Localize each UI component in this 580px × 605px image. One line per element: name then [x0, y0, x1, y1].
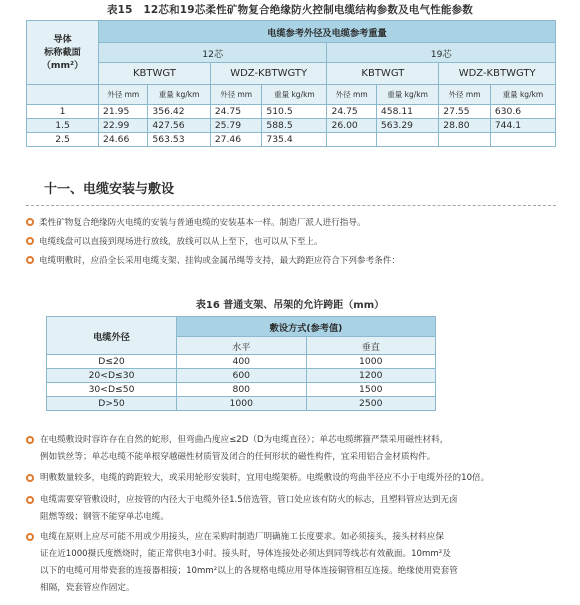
- table-row: [47, 383, 436, 397]
- table15-size-cell: 2.5: [27, 133, 99, 147]
- table15: [26, 20, 556, 147]
- table15-cell: 735.4: [262, 133, 327, 147]
- table16-cell: 20<D≤30: [47, 369, 177, 383]
- table16-cell: 1000: [177, 397, 307, 411]
- table15-cell: 24.66: [99, 133, 148, 147]
- table15-subheader-od: 外径 mm: [327, 85, 376, 105]
- section-divider: [26, 205, 556, 206]
- table15-subheader-od: 外径 mm: [210, 85, 262, 105]
- table16-cell: 30<D≤50: [47, 383, 177, 397]
- table15-core-header: 19芯: [327, 43, 556, 63]
- list-item: [26, 215, 366, 232]
- list-item: [26, 253, 400, 270]
- table-row: [47, 369, 436, 383]
- table15-cell: 28.80: [439, 119, 491, 133]
- table15-cell: 563.29: [376, 119, 438, 133]
- table16-cell: D≤20: [47, 355, 177, 369]
- paragraph-line: 例如铁丝等；单芯电缆不能单根穿越磁性材质管及闭合的任何形状的磁性构件，宜采用铝合金材质构件。: [40, 452, 436, 462]
- table-row: [27, 105, 556, 119]
- table15-subheader-od: 外径 mm: [439, 85, 491, 105]
- paragraph: [26, 470, 560, 487]
- paragraph-line: 证在近1000摄氏度燃烧时，能正常供电3小时。接头时，导体连接处必须达到同等线芯有效截面。10mm²及: [40, 549, 451, 559]
- table16-cell: 600: [177, 369, 307, 383]
- section-title: 十一、电缆安装与敷设: [44, 182, 175, 197]
- table15-cell: 21.95: [99, 105, 148, 119]
- paragraph: [26, 492, 560, 526]
- table15-model-header: WDZ-KBTWGTY: [210, 63, 327, 85]
- paragraph-line: 相隔，瓷套管应作固定。: [40, 583, 135, 593]
- table15-cell: 27.46: [210, 133, 262, 147]
- bullet-text: 电缆明敷时，应沿全长采用电缆支架、挂钩或金属吊绳等支持，最大跨距应符合下列参考条件：: [39, 256, 400, 266]
- table16-col-horizontal: 水平: [177, 337, 307, 355]
- table15-cell: 630.6: [490, 105, 555, 119]
- table15-cell: [327, 133, 376, 147]
- table16-col-vertical: 垂直: [306, 337, 436, 355]
- bullet-icon: [26, 436, 34, 444]
- table15-core-header: 12芯: [99, 43, 327, 63]
- table15-cell: 27.55: [439, 105, 491, 119]
- table15-cell: 24.75: [210, 105, 262, 119]
- table16-cell: 1000: [306, 355, 436, 369]
- table16-cell: 400: [177, 355, 307, 369]
- table15-corner-label: 导体 标称截面 （mm²）: [27, 21, 99, 85]
- table15-model-header: KBTWGT: [99, 63, 211, 85]
- table15-model-header: WDZ-KBTWGTY: [439, 63, 556, 85]
- table15-main-header: 电缆参考外径及电缆参考重量: [99, 21, 556, 43]
- table16-cell: 1500: [306, 383, 436, 397]
- table16-cell: D>50: [47, 397, 177, 411]
- table15-subheader-weight: 重量 kg/km: [148, 85, 210, 105]
- table15-cell: 588.5: [262, 119, 327, 133]
- table15-subheader-weight: 重量 kg/km: [490, 85, 555, 105]
- table15-subheader-blank: [27, 85, 99, 105]
- table15-cell: 427.56: [148, 119, 210, 133]
- paragraph-line: 阻燃等级；钢管不能穿单芯电缆。: [40, 512, 169, 522]
- paragraph-line: 电缆需要穿管敷设时，应按管的内径大于电缆外径1.5倍选管，管口处应该有防火的标志，且塑料管应达到无卤: [40, 495, 458, 505]
- table15-title: 表15 12芯和19芯柔性矿物复合绝缘防火控制电缆结构参数及电气性能参数: [106, 4, 474, 16]
- paragraph-line: 明敷数量较多，电缆的跨距较大，或采用轮形安装时，宜用电缆架桥。电缆敷设的弯曲半径应不小于电缆外径的10倍。: [40, 473, 490, 483]
- table16-group-header: 敷设方式(参考值): [177, 317, 436, 337]
- paragraph-line: 电缆在原则上应尽可能不用或少用接头，应在采购时制造厂明确施工长度要求。如必须接头，接头材料应保: [40, 532, 444, 542]
- list-item: [26, 234, 323, 251]
- paragraph-line: 在电缆敷设时容许存在自然的蛇形，但弯曲凸度应≤2D（D为电缆直径）；单芯电缆绑箍严禁采用磁性材料，: [40, 435, 449, 445]
- table16-cell: 2500: [306, 397, 436, 411]
- paragraph: [26, 432, 560, 466]
- table-row: [47, 355, 436, 369]
- table15-model-header: KBTWGT: [327, 63, 439, 85]
- table15-size-cell: 1: [27, 105, 99, 119]
- table16-col-outer-diameter: 电缆外径: [47, 317, 177, 355]
- table15-subheader-od: 外径 mm: [99, 85, 148, 105]
- table15-cell: 22.99: [99, 119, 148, 133]
- table15-cell: 25.79: [210, 119, 262, 133]
- table15-cell: 510.5: [262, 105, 327, 119]
- table15-cell: [376, 133, 438, 147]
- table15-cell: [490, 133, 555, 147]
- table-row: [47, 397, 436, 411]
- bullet-icon: [26, 533, 34, 541]
- paragraph-line: 以下的电缆可用带瓷套的连接器相接；10mm²以上的各规格电缆应用导体连接铜管相互连接。绝缘使用瓷套管: [40, 566, 458, 576]
- table15-size-cell: 1.5: [27, 119, 99, 133]
- table15-cell: 26.00: [327, 119, 376, 133]
- table16-cell: 1200: [306, 369, 436, 383]
- table15-cell: 356.42: [148, 105, 210, 119]
- paragraph: [26, 529, 560, 597]
- table15-cell: 24.75: [327, 105, 376, 119]
- bullet-text: 电缆线盘可以直接到现场进行放线，放线可以从上至下，也可以从下至上。: [39, 237, 323, 247]
- table-row: [27, 119, 556, 133]
- table15-subheader-weight: 重量 kg/km: [376, 85, 438, 105]
- bullet-icon: [26, 237, 34, 245]
- table16: [46, 316, 436, 411]
- bullet-icon: [26, 256, 34, 264]
- bullet-icon: [26, 474, 34, 482]
- table15-cell: [439, 133, 491, 147]
- table15-cell: 744.1: [490, 119, 555, 133]
- table16-cell: 800: [177, 383, 307, 397]
- table15-cell: 563.53: [148, 133, 210, 147]
- table-row: [27, 133, 556, 147]
- table16-title: 表16 普通支架、吊架的允许跨距（mm）: [195, 300, 385, 311]
- bullet-icon: [26, 218, 34, 226]
- bullet-icon: [26, 496, 34, 504]
- bullet-text: 柔性矿物复合绝缘防火电缆的安装与普通电缆的安装基本一样。制造厂派人进行指导。: [39, 218, 366, 228]
- table15-subheader-weight: 重量 kg/km: [262, 85, 327, 105]
- table15-cell: 458.11: [376, 105, 438, 119]
